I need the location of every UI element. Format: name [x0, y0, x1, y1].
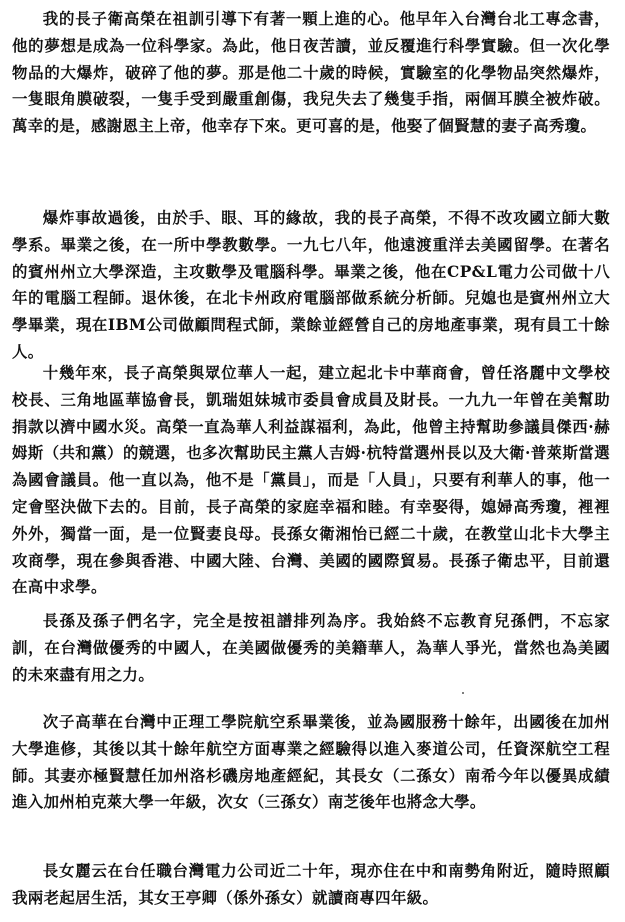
paragraph-eldest-son-early-life: 我的長子衛高榮在祖訓引導下有著一顆上進的心。他早年入台灣台北工專念書，他的夢想是成為一位科學家。為此，他日夜苦讀，並反覆進行科學實驗。但一次化學物品的大爆炸，破碎了他的夢。那是他二十歲的時候，實驗室的化學物品突然爆炸，一隻眼角膜破裂，一隻手受到嚴重創傷，我兒失去了幾隻手指，兩個耳膜全被炸破。萬幸的是，感謝恩主上帝，他幸存下來。更可喜的是，他娶了個賢慧的妻子高秀瓊。	[12, 10, 610, 136]
paragraph-community-service: 十幾年來，長子高榮與眾位華人一起，建立起北卡中華商會，曾任洛麗中文學校校長、三角地區華協會長，凱瑞姐妹城市委員會成員及財長。一九九一年曾在美幫助捐款以濟中國水災。高榮一直為華人利益謀福利，為此，他曾主持幫助參議員傑西·赫姆斯（共和黨）的競選，也多次幫助民主黨人吉姆·杭特當選州長以及大衛·普萊斯當選為國會議員。他一直以為，他不是「黨員」，而是「人員」，只要有利華人的事，他一定會堅決做下去的。目前，長子高榮的家庭幸福和睦。有幸娶得，媳婦高秀瓊，裡裡外外，獨當一面，是一位賢妻良母。長孫女衛湘怡已經二十歲，在教堂山北卡大學主攻商學，現在參與香港、中國大陸、台灣、美國的國際貿易。長孫子衛忠平，目前還在高中求學。	[12, 364, 610, 597]
paragraph-eldest-son-career: 爆炸事故過後，由於手、眼、耳的緣故，我的長子高榮，不得不改攻國立師大數學系。畢業之後，在一所中學教數學。一九七八年，他遠渡重洋去美國留學。在著名的賓州州立大學深造，主攻數學及電腦科學。畢業之後，他在CP&L電力公司做十八年的電腦工程師。退休後，在北卡州政府電腦部做系統分析師。兒媳也是賓州州立大學畢業，現在IBM公司做顧問程式師，業餘並經營自己的房地產事業，現有員工十餘人。	[12, 209, 610, 361]
stray-dot	[462, 692, 464, 694]
paragraph-second-son: 次子高華在台灣中正理工學院航空系畢業後，並為國服務十餘年，出國後在加州大學進修，其後以其十餘年航空方面專業之經驗得以進入麥道公司，任資深航空工程師。其妻亦極賢慧任加州洛杉磯房地產經紀，其長女（二孫女）南希今年以優異成績進入加州柏克萊大學一年級，次女（三孫女）南芝後年也將念大學。	[12, 713, 610, 812]
paragraph-family-teaching: 長孫及孫子們名字，完全是按祖譜排列為序。我始終不忘教育兒孫們，不忘家訓，在台灣做優秀的中國人，在美國做優秀的美籍華人，為華人爭光，當然也為美國的未來盡有用之力。	[12, 612, 610, 684]
paragraph-eldest-daughter: 長女麗云在台任職台灣電力公司近二十年，現亦住在中和南勢角附近，隨時照顧我兩老起居生活，其女王亭卿（係外孫女）就讀商專四年級。	[12, 862, 610, 907]
